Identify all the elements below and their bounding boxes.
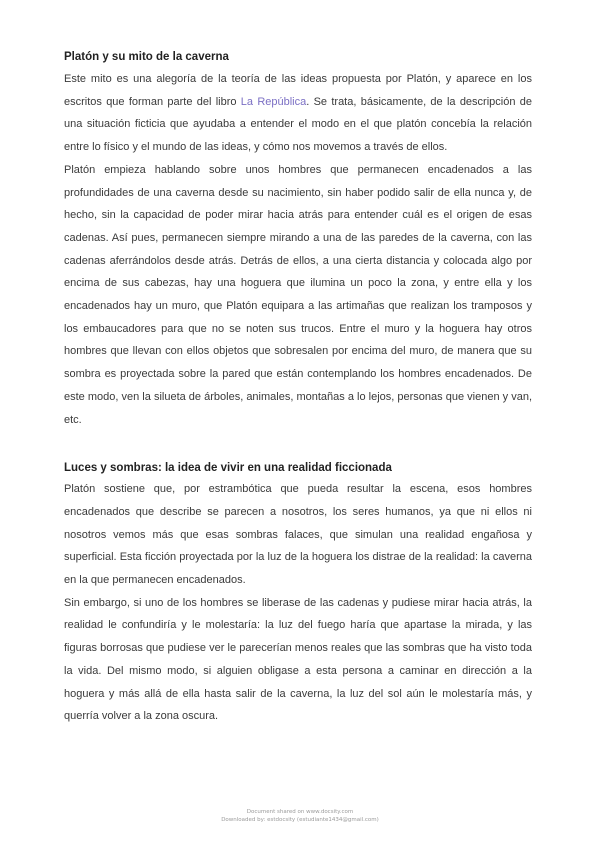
paragraph-cave-description: Platón empieza hablando sobre unos hombres que permanecen encadenados a las profundidades de una caverna desde su nacimiento, sin haber podido salir de ella nunca y, de hecho, sin la capacidad de poder mirar hacia atrás para entender cuál es el origen de esas cadenas. Así pues, permanecen siempre mirando a una de las paredes de la caverna, con las cadenas aferrándolos desde atrás. Detrás de ellos, a una cierta distancia y colocada algo por encima de sus cabezas, hay una hoguera que ilumina un poco la zona, y entre ella y los encadenados hay un muro, que Platón equipara a las artimañas que realizan los tramposos y los embaucadores para que no se noten sus trucos. Entre el muro y la hoguera hay otros hombres que llevan con ellos objetos que sobresalen por encima del muro, de manera que su sombra es proyectada sobre la pared que están contemplando los hombres encadenados. De este modo, ven la silueta de árboles, animales, montañas a lo lejos, personas que vienen y van, etc. (64, 163, 532, 426)
paragraph-liberation: Sin embargo, si uno de los hombres se liberase de las cadenas y pudiese mirar hacia atrás, la realidad le confundiría y le molestaría: la luz del fuego haría que apartase la mirada, y las figuras borrosas que pudiese ver le parecerían menos reales que las sombras que ha visto toda la vida. Del mismo modo, si alguien obligase a esta persona a caminar en dirección a la hoguera y más allá de ella hasta salir de la caverna, la luz del sol aún le molestaría más, y querría volver a la zona oscura. (64, 596, 532, 723)
footer-downloaded-line: Downloaded by: estdocsity (estudiante1434@gmail.com) (221, 817, 379, 823)
paragraph-shadows: Platón sostiene que, por estrambótica que pueda resultar la escena, esos hombres encadenados que describe se parecen a nosotros, los seres humanos, ya que ni ellos ni nosotros vemos más que esas sombras falaces, que simulan una realidad engañosa y superficial. Esta ficción proyectada por la luz de la hoguera los distrae de la realidad: la caverna en la que permanecen encadenados. (64, 483, 532, 587)
document-page (64, 50, 532, 728)
section-cave-myth (64, 50, 532, 431)
section-lights-shadows (64, 461, 532, 728)
link-la-republica[interactable]: La República (240, 95, 307, 108)
section-title: Luces y sombras: la idea de vivir en una realidad ficcionada (64, 462, 392, 475)
paragraph-text: . Se trata, básicamente, de la descripción de una situación ficticia que ayudaba a entender el modo en el que platón concebía la relación entre lo físico y el mundo de las ideas, y cómo nos movemos a través de ellos. (64, 95, 532, 154)
footer-shared-line: Document shared on www.docsity.com (246, 809, 354, 815)
docsity-footer (0, 808, 600, 824)
section-title: Platón y su mito de la caverna (64, 51, 229, 63)
paragraph-intro (64, 68, 532, 159)
paragraph-text: Este mito es una alegoría de la teoría de las ideas propuesta por Platón, y aparece en los escritos que forman parte del libro (64, 73, 532, 108)
